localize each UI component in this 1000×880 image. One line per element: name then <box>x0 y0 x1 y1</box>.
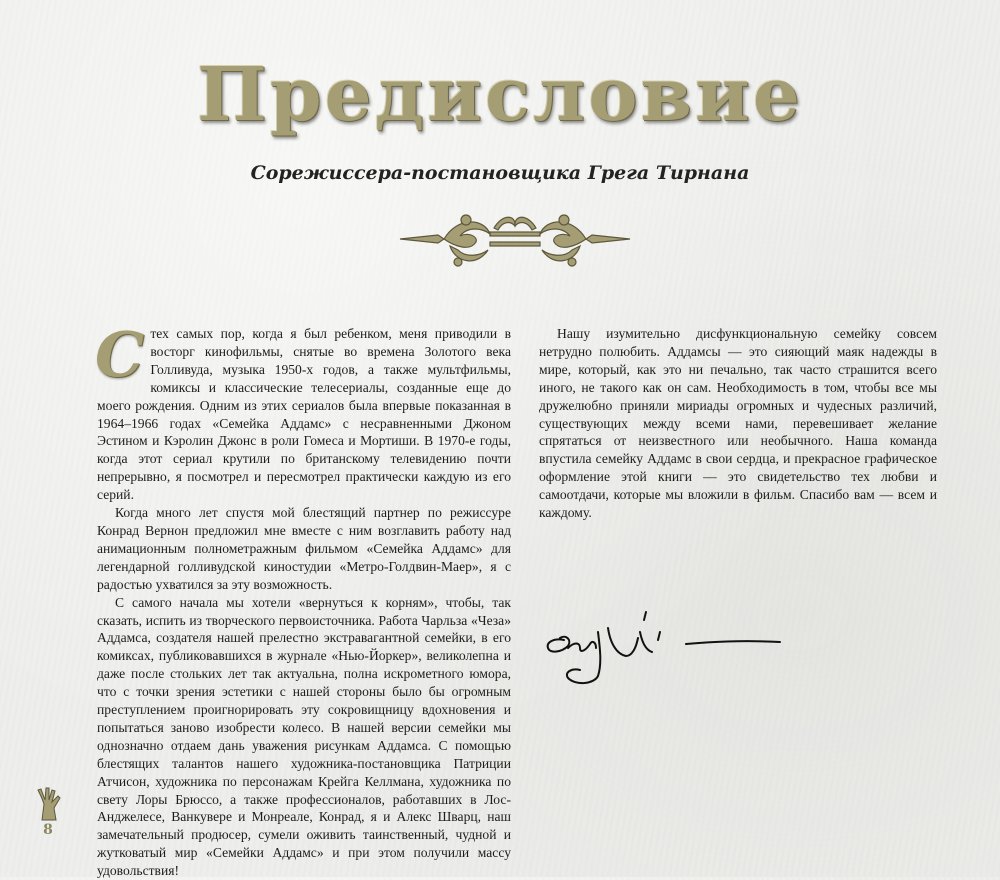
paragraph-text: тех самых пор, когда я был ребенком, меня приводили в восторг кинофильмы, снятые во времена Золотого века Голливуда, музыка 1950-х годов, а также мультфильмы, комиксы и классические телесериалы, созданные еще до моего рождения. Одним из этих сериалов была впервые показанная в 1964–1966 годах «Семейка Аддамс» с несравненными Джоном Эстином и Кэролин Джонс в роли Гомеса и Мортиши. В 1970-е годы, когда этот сериал крутили по британскому телевидению почти непрерывно, я посмотрел и пересмотрел практически каждую из его серий. <box>97 326 511 503</box>
paragraph: Когда много лет спустя мой блестящий партнер по режиссуре Конрад Вернон предложил мне вместе с ним возглавить работу над анимационным полнометражным фильмом «Семейка Аддамс» для легендарной голливудской киностудии «Метро-Голдвин-Маер», я с радостью ухватился за эту возможность. <box>97 505 511 592</box>
thing-hand-icon <box>32 786 66 822</box>
right-text-column <box>539 325 937 522</box>
page-title: Предисловие <box>197 52 803 138</box>
page-subtitle: Сорежиссера-постановщика Грега Тирнана <box>250 162 750 184</box>
paragraph <box>95 318 511 504</box>
paragraph: С самого начала мы хотели «вернуться к корням», чтобы, так сказать, испить из творческого первоисточника. Работа Чарльза «Чеза» Аддамса, создателя нашей прелестно экстравагантной семейки, в его комиксах, публиковавшихся в журнале «Нью-Йоркер», великолепна и даже после стольких лет так актуальна, полна искрометного юмора, что с точки зрения эстетики с нашей стороны было бы огромным преступлением проигнорировать эту сокровищницу вдохновения и попытаться заново изобрести колесо. В нашей версии семейки мы однозначно отдаем дань уважения рисункам Аддамса. С помощью блестящих талантов нашего художника-постановщика Патриции Атчисон, художника по персонажам Крейга Келлмана, художника по свету Лоры Брюссо, а также профессионалов, работавших в Лос-Анджелесе, Ванкувере и Монреале, Конрад, я и Алекс Шварц, наш замечательный продюсер, сумели оживить таинственный, чудной и жутковатый мир «Семейки Аддамс» и при этом получили массу удовольствия! <box>97 594 511 879</box>
left-text-column <box>95 318 511 880</box>
signature-image <box>540 598 786 688</box>
paragraph: Нашу изумительно дисфункциональную семейку совсем нетрудно полюбить. Аддамсы — это сияющий маяк надежды в мире, который, как это ни печально, так часто страшится всего иного, не такого как он сам. Необходимость в том, чтобы все мы дружелюбно приняли мириады огромных и чудесных различий, существующих между всеми нами, перевешивает желание спрятаться от неизвестного или необычного. Наша команда впустила семейку Аддамс в свои сердца, и прекрасное графическое оформление этой книги — это свидетельство тех любви и самоотдачи, которые мы вложили в фильм. Спасибо вам — всем и каждому. <box>539 326 937 521</box>
page-number: 8 <box>43 822 53 838</box>
drop-cap: С <box>95 318 145 391</box>
scroll-ornament-icon <box>398 206 632 272</box>
